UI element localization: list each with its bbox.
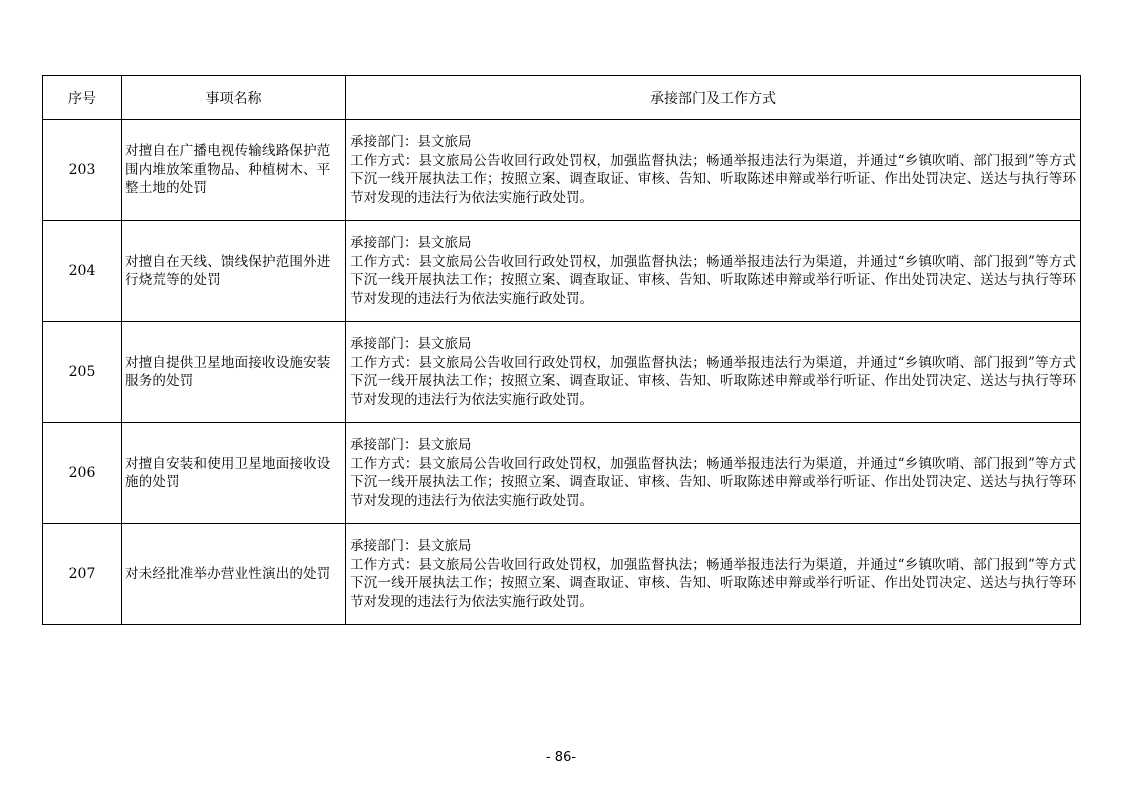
table-row [43, 524, 1081, 625]
header-serial-number: 序号 [43, 76, 122, 120]
row-dept: 承接部门：县文旅局 [350, 437, 472, 453]
row-item-name: 对擅自在广播电视传输线路保护范围内堆放笨重物品、种植树木、平整土地的处罚 [122, 120, 346, 221]
row-item-name: 对擅自提供卫星地面接收设施安装服务的处罚 [122, 322, 346, 423]
row-serial-number: 203 [43, 120, 122, 221]
row-item-name: 对擅自在天线、馈线保护范围外进行烧荒等的处罚 [122, 221, 346, 322]
row-dept: 承接部门：县文旅局 [350, 235, 472, 251]
table-row [43, 221, 1081, 322]
row-dept-and-method [346, 524, 1081, 625]
row-dept-and-method [346, 120, 1081, 221]
row-serial-number: 206 [43, 423, 122, 524]
row-dept-and-method [346, 423, 1081, 524]
row-item-name: 对擅自安装和使用卫星地面接收设施的处罚 [122, 423, 346, 524]
row-serial-number: 207 [43, 524, 122, 625]
row-serial-number: 205 [43, 322, 122, 423]
table-row [43, 423, 1081, 524]
row-method: 工作方式：县文旅局公告收回行政处罚权，加强监督执法；畅通举报违法行为渠道，并通过“乡镇吹哨、部门报到”等方式下沉一线开展执法工作；按照立案、调查取证、审核、告知、听取陈述申辩或举行听证、作出处罚决定、送达与执行等环节对发现的违法行为依法实施行政处罚。 [350, 556, 1076, 610]
header-item-name: 事项名称 [122, 76, 346, 120]
row-item-name: 对未经批准举办营业性演出的处罚 [122, 524, 346, 625]
row-method: 工作方式：县文旅局公告收回行政处罚权，加强监督执法；畅通举报违法行为渠道，并通过“乡镇吹哨、部门报到”等方式下沉一线开展执法工作；按照立案、调查取证、审核、告知、听取陈述申辩或举行听证、作出处罚决定、送达与执行等环节对发现的违法行为依法实施行政处罚。 [350, 354, 1076, 408]
row-dept-and-method [346, 322, 1081, 423]
header-dept-and-method: 承接部门及工作方式 [346, 76, 1081, 120]
row-serial-number: 204 [43, 221, 122, 322]
row-dept-and-method [346, 221, 1081, 322]
matters-table-container [42, 75, 1080, 625]
row-method: 工作方式：县文旅局公告收回行政处罚权，加强监督执法；畅通举报违法行为渠道，并通过“乡镇吹哨、部门报到”等方式下沉一线开展执法工作；按照立案、调查取证、审核、告知、听取陈述申辩或举行听证、作出处罚决定、送达与执行等环节对发现的违法行为依法实施行政处罚。 [350, 152, 1076, 206]
table-row [43, 322, 1081, 423]
matters-table [42, 75, 1081, 625]
row-dept: 承接部门：县文旅局 [350, 538, 472, 554]
row-dept: 承接部门：县文旅局 [350, 134, 472, 150]
row-method: 工作方式：县文旅局公告收回行政处罚权，加强监督执法；畅通举报违法行为渠道，并通过“乡镇吹哨、部门报到”等方式下沉一线开展执法工作；按照立案、调查取证、审核、告知、听取陈述申辩或举行听证、作出处罚决定、送达与执行等环节对发现的违法行为依法实施行政处罚。 [350, 455, 1076, 509]
page-number: - 86- [545, 750, 577, 765]
row-method: 工作方式：县文旅局公告收回行政处罚权，加强监督执法；畅通举报违法行为渠道，并通过“乡镇吹哨、部门报到”等方式下沉一线开展执法工作；按照立案、调查取证、审核、告知、听取陈述申辩或举行听证、作出处罚决定、送达与执行等环节对发现的违法行为依法实施行政处罚。 [350, 253, 1076, 307]
table-header-row [43, 76, 1081, 120]
row-dept: 承接部门：县文旅局 [350, 336, 472, 352]
table-row [43, 120, 1081, 221]
